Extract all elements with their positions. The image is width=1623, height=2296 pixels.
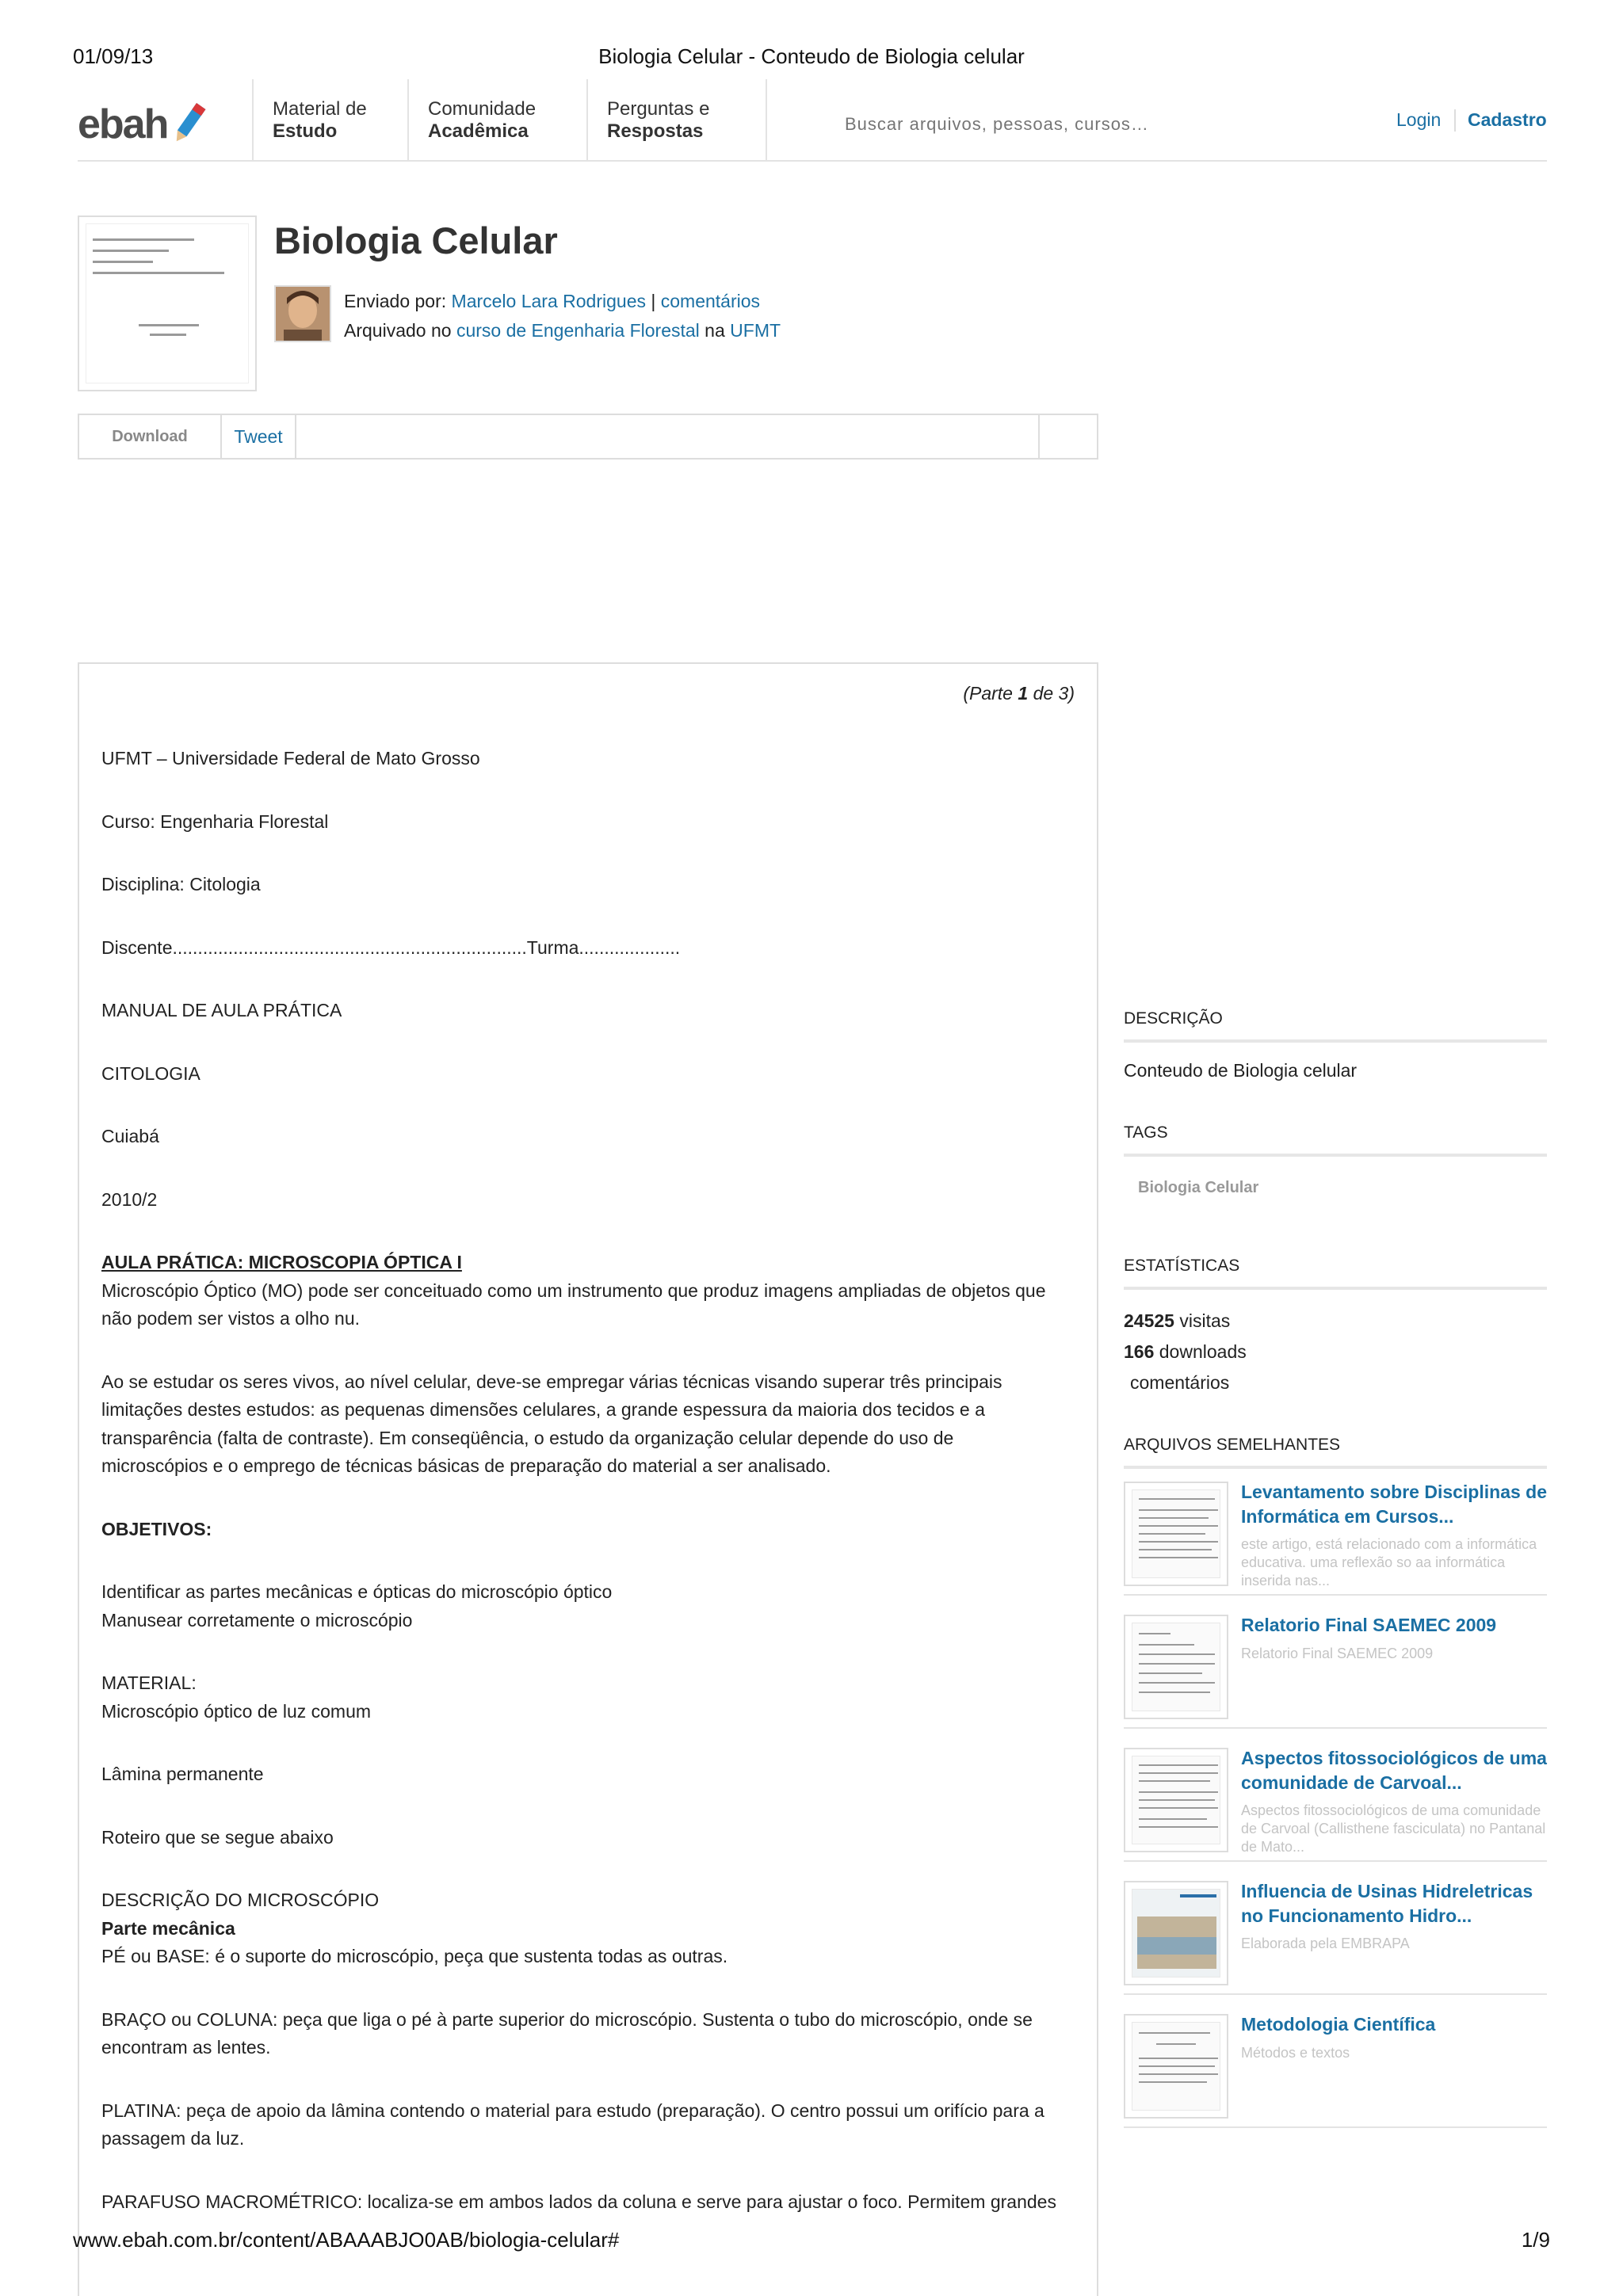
nav-perguntas-line1: Perguntas e	[607, 98, 710, 120]
text-line: 2010/2	[101, 1188, 158, 1210]
document-title: Biologia Celular	[274, 219, 558, 261]
ebah-logo-icon	[78, 97, 228, 146]
text-line: DESCRIÇÃO DO MICROSCÓPIO	[101, 1890, 380, 1910]
text-line: PÉ ou BASE: é o suporte do microscópio, peça que sustenta todas as outras.	[101, 1946, 728, 1966]
document-body	[101, 745, 1060, 2216]
text-line: Identificar as partes mecânicas e ópticas do microscópio óptico	[101, 1581, 613, 1602]
visits-count: 24525	[1124, 1310, 1174, 1331]
course-link[interactable]: curso de Engenharia Florestal	[456, 320, 700, 341]
tweet-button[interactable]: Tweet	[222, 415, 296, 458]
visits-stat	[1124, 1306, 1547, 1337]
text-line: Lâmina permanente	[101, 1764, 264, 1784]
similar-file-item[interactable]	[1124, 1867, 1547, 1995]
subheading: Parte mecânica	[101, 1917, 235, 1939]
thumbnail-page	[86, 223, 249, 383]
similar-file-item[interactable]	[1124, 1733, 1547, 1862]
similar-file-item[interactable]	[1124, 1600, 1547, 1729]
tags-heading: TAGS	[1124, 1123, 1547, 1157]
text-line: UFMT – Universidade Federal de Mato Grosso	[101, 748, 480, 769]
statistics-heading: ESTATÍSTICAS	[1124, 1257, 1547, 1290]
comments-label: comentários	[1130, 1372, 1230, 1393]
institution-link[interactable]: UFMT	[730, 320, 781, 341]
similar-file-title[interactable]: Levantamento sobre Disciplinas de Informática em Cursos...	[1241, 1482, 1548, 1527]
similar-file-thumbnail	[1124, 1482, 1228, 1586]
similar-files-heading-wrap	[1124, 1436, 1547, 1469]
similar-file-desc: Elaborada pela EMBRAPA	[1241, 1936, 1410, 1951]
nav-perguntas-line2: Respostas	[607, 120, 704, 142]
logo-wordmark: ebah	[78, 101, 168, 146]
print-date: 01/09/13	[73, 44, 154, 68]
similar-file-desc: este artigo, está relacionado com a informática educativa. uma reflexão so aa informática inserida nas...	[1241, 1536, 1537, 1589]
downloads-stat	[1124, 1337, 1547, 1367]
nav-material-de-estudo[interactable]	[252, 79, 407, 160]
header-divider	[1454, 109, 1456, 132]
print-url: www.ebah.com.br/content/ABAAABJO0AB/biologia-celular#	[73, 2228, 620, 2252]
text-line: MANUAL DE AULA PRÁTICA	[101, 1000, 342, 1020]
document-meta	[344, 287, 781, 345]
paragraph: PLATINA: peça de apoio da lâmina contendo o material para estudo (preparação). O centro possui um orifício para a passagem da luz.	[101, 2100, 1044, 2149]
description-section	[1124, 1009, 1547, 1081]
text-line: Microscópio óptico de luz comum	[101, 1700, 372, 1722]
similar-file-thumbnail	[1124, 2014, 1228, 2119]
top-navigation-bar	[78, 79, 1547, 162]
similar-file-thumbnail	[1124, 1615, 1228, 1719]
nav-material-line1: Material de	[273, 98, 367, 120]
nav-perguntas-e-respostas[interactable]	[586, 79, 767, 160]
archived-row	[344, 316, 781, 345]
section-heading: OBJETIVOS:	[101, 1518, 212, 1539]
login-link[interactable]: Login	[1396, 109, 1442, 130]
nav-comunidade-line1: Comunidade	[428, 98, 537, 120]
sent-by-label: Enviado por:	[344, 291, 447, 311]
nav-material-line2: Estudo	[273, 120, 338, 142]
similar-file-desc: Relatorio Final SAEMEC 2009	[1241, 1646, 1434, 1661]
text-line: Curso: Engenharia Florestal	[101, 810, 329, 832]
downloads-count: 166	[1124, 1341, 1155, 1362]
similar-file-title[interactable]: Influencia de Usinas Hidreletricas no Funcionamento Hidro...	[1241, 1881, 1533, 1926]
visits-label: visitas	[1179, 1310, 1231, 1331]
similar-file-desc: Métodos e textos	[1241, 2045, 1350, 2061]
part-suffix: de 3)	[1033, 683, 1075, 704]
comments-link[interactable]: comentários	[660, 291, 761, 311]
stats-list	[1124, 1306, 1547, 1398]
action-bar-divider	[1038, 415, 1040, 458]
signup-link[interactable]: Cadastro	[1468, 109, 1547, 130]
pencil-icon	[172, 103, 205, 144]
similar-file-title[interactable]: Relatorio Final SAEMEC 2009	[1241, 1615, 1497, 1635]
text-line: CITOLOGIA	[101, 1062, 200, 1084]
tag-link[interactable]: Biologia Celular	[1138, 1179, 1259, 1196]
in-label: na	[705, 320, 725, 341]
document-content	[78, 662, 1098, 2296]
author-avatar[interactable]	[274, 285, 331, 342]
text-line: Cuiabá	[101, 1126, 159, 1146]
part-indicator	[963, 683, 1075, 704]
paragraph: Ao se estudar os seres vivos, ao nível celular, deve-se empregar várias técnicas visando superar três principais limitações destes estudos: as pequenas dimensões celulares, a grande espessura da maioria dos tecidos e a transparência (falta de contraste). Em conseqüência, o estudo da organização celular depende do uso de microscópios e o emprego de técnicas básicas de preparação do material a ser analisado.	[101, 1371, 1002, 1476]
action-bar	[78, 414, 1098, 460]
similar-file-thumbnail	[1124, 1881, 1228, 1985]
downloads-label: downloads	[1159, 1341, 1247, 1362]
part-prefix: (Parte	[963, 683, 1013, 704]
archived-label: Arquivado no	[344, 320, 452, 341]
paragraph: BRAÇO ou COLUNA: peça que liga o pé à parte superior do microscópio. Sustenta o tubo do microscópio, onde se encontram as lentes.	[101, 2008, 1033, 2058]
print-footer	[73, 2228, 1550, 2256]
similar-file-item[interactable]	[1124, 2000, 1547, 2128]
avatar-image-icon	[276, 287, 330, 341]
text-line: Disciplina: Citologia	[101, 874, 261, 894]
description-heading: DESCRIÇÃO	[1124, 1009, 1547, 1043]
paragraph: Microscópio Óptico (MO) pode ser conceituado como um instrumento que produz imagens ampliadas de objetos que não podem ser vistos a olho nu.	[101, 1280, 1046, 1329]
similar-file-title[interactable]: Aspectos fitossociológicos de uma comunidade de Carvoal...	[1241, 1748, 1547, 1793]
search-input[interactable]	[845, 113, 1257, 136]
similar-file-thumbnail	[1124, 1748, 1228, 1852]
author-link[interactable]: Marcelo Lara Rodrigues	[451, 291, 646, 311]
meta-separator: |	[651, 291, 656, 311]
text-line: MATERIAL:	[101, 1672, 197, 1693]
text-line: Manusear corretamente o microscópio	[101, 1609, 413, 1630]
nav-comunidade-academica[interactable]	[407, 79, 586, 160]
section-heading: AULA PRÁTICA: MICROSCOPIA ÓPTICA I	[101, 1252, 462, 1272]
description-text: Conteudo de Biologia celular	[1124, 1060, 1358, 1081]
similar-file-item[interactable]	[1124, 1467, 1547, 1596]
document-thumbnail[interactable]	[78, 215, 257, 391]
statistics-section	[1124, 1257, 1547, 1398]
similar-file-title[interactable]: Metodologia Científica	[1241, 2014, 1436, 2035]
print-page-title: Biologia Celular - Conteudo de Biologia celular	[598, 44, 1025, 68]
similar-files-heading: ARQUIVOS SEMELHANTES	[1124, 1436, 1547, 1469]
download-button[interactable]: Download	[79, 415, 222, 458]
similar-file-desc: Aspectos fitossociológicos de uma comunidade de Carvoal (Callisthene fasciculata) no Pantanal de Mato...	[1241, 1802, 1546, 1855]
nav-comunidade-line2: Acadêmica	[428, 120, 529, 142]
similar-files-list	[1124, 1467, 1547, 2138]
ebah-logo[interactable]	[78, 97, 228, 146]
tags-section	[1124, 1123, 1547, 1197]
text-line: Roteiro que se segue abaixo	[101, 1826, 334, 1848]
sent-by-row	[344, 287, 781, 316]
print-header	[73, 44, 1550, 73]
paragraph: PARAFUSO MACROMÉTRICO: localiza-se em ambos lados da coluna e serve para ajustar o foco. Permitem grandes	[101, 2191, 1056, 2212]
comments-stat	[1124, 1367, 1547, 1398]
print-page-number: 1/9	[1521, 2228, 1550, 2252]
part-number: 1	[1018, 683, 1029, 704]
text-line: Discente......................................................................Turma....................	[101, 936, 681, 958]
